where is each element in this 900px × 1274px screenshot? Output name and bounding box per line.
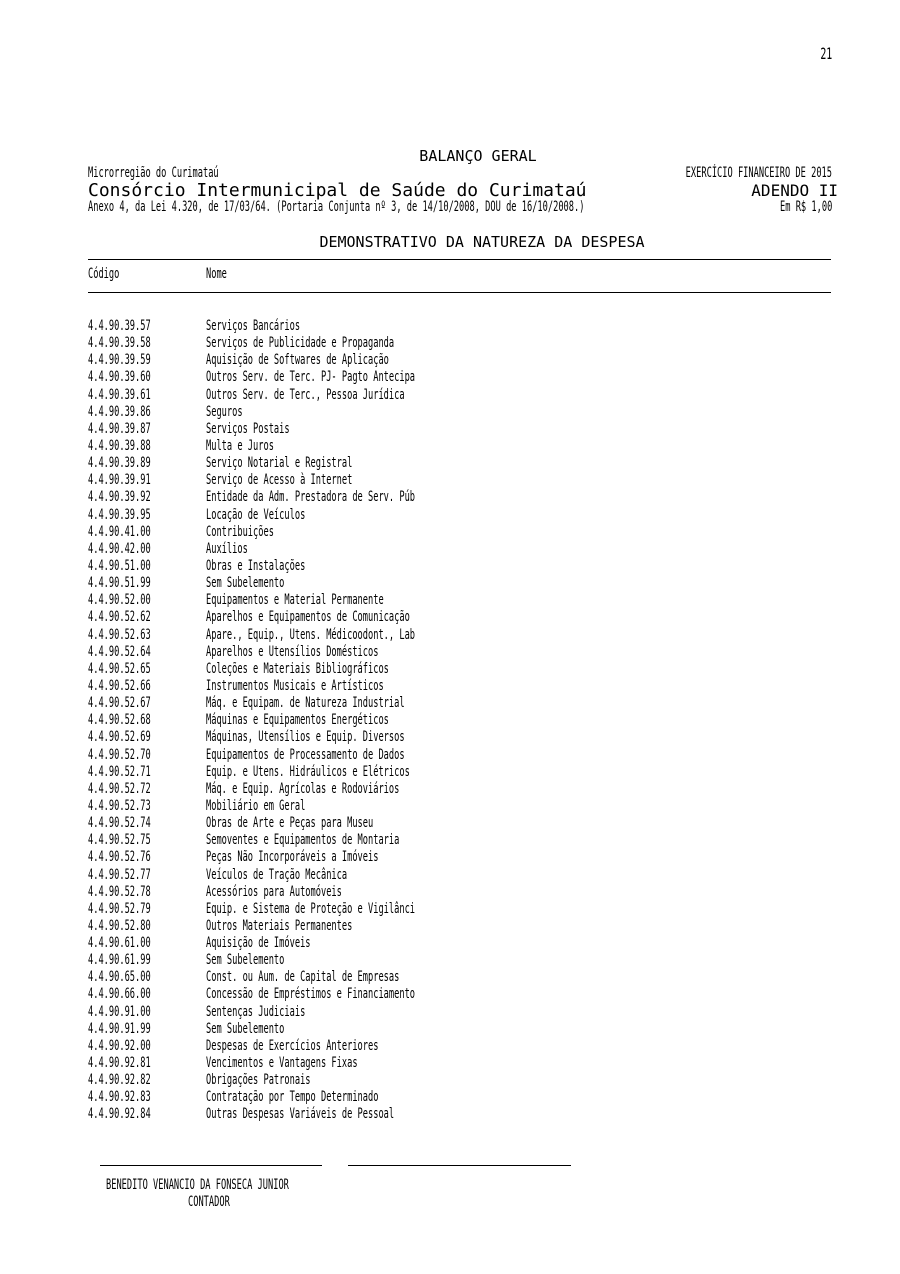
row-code xyxy=(88,421,189,437)
row-name-text: Obras de Arte e Peças para Museu xyxy=(206,815,374,832)
row-name xyxy=(206,318,358,334)
row-code xyxy=(88,592,189,608)
row-code-text: 4.4.90.92.81 xyxy=(88,1055,151,1072)
row-code-text: 4.4.90.52.70 xyxy=(88,746,151,763)
row-name-text: Equipamentos e Material Permanente xyxy=(206,592,384,609)
row-name xyxy=(206,729,526,745)
row-name-text: Sem Subelemento xyxy=(206,952,285,969)
row-code-text: 4.4.90.51.00 xyxy=(88,557,151,574)
table-row xyxy=(88,884,831,901)
row-code xyxy=(88,798,189,814)
table-row xyxy=(88,472,831,489)
row-name-text: Serviço Notarial e Registral xyxy=(206,455,353,472)
row-code xyxy=(88,952,189,968)
row-name xyxy=(206,404,265,420)
table-row xyxy=(88,849,831,866)
row-name xyxy=(206,421,341,437)
row-name xyxy=(206,935,375,951)
row-name xyxy=(206,969,518,985)
column-header-name xyxy=(206,266,240,282)
table-row xyxy=(88,1004,831,1021)
row-name xyxy=(206,712,501,728)
row-code-text: 4.4.90.52.65 xyxy=(88,660,151,677)
row-code-text: 4.4.90.52.78 xyxy=(88,883,151,900)
row-name-text: Máq. e Equip. Agrícolas e Rodoviários xyxy=(206,780,400,797)
row-code-text: 4.4.90.41.00 xyxy=(88,523,151,540)
row-name xyxy=(206,1021,332,1037)
table-row xyxy=(88,729,831,746)
table-row xyxy=(88,832,831,849)
row-name xyxy=(206,644,484,660)
row-name xyxy=(206,575,332,591)
signature-line-left xyxy=(100,1165,322,1166)
table-row xyxy=(88,352,831,369)
row-name xyxy=(206,524,316,540)
row-code-text: 4.4.90.39.86 xyxy=(88,403,151,420)
region-label xyxy=(88,165,299,181)
row-code xyxy=(88,558,189,574)
header-rule-top xyxy=(88,259,831,260)
table-row xyxy=(88,387,831,404)
row-code-text: 4.4.90.66.00 xyxy=(88,986,151,1003)
row-code-text: 4.4.90.39.91 xyxy=(88,472,151,489)
row-name-text: Despesas de Exercícios Anteriores xyxy=(206,1037,379,1054)
row-name xyxy=(206,1089,484,1105)
row-name-text: Equip. e Utens. Hidráulicos e Elétricos xyxy=(206,763,410,780)
row-name xyxy=(206,369,543,385)
row-name-text: Aparelhos e Utensílios Domésticos xyxy=(206,643,379,660)
row-code-text: 4.4.90.52.79 xyxy=(88,900,151,917)
row-name xyxy=(206,867,434,883)
table-row xyxy=(88,678,831,695)
row-code-text: 4.4.90.39.88 xyxy=(88,437,151,454)
row-name-text: Obrigações Patronais xyxy=(206,1072,311,1089)
page-number xyxy=(813,44,832,63)
row-name-text: Máquinas e Equipamentos Energéticos xyxy=(206,712,389,729)
table-row xyxy=(88,558,831,575)
row-code-text: 4.4.90.42.00 xyxy=(88,540,151,557)
row-code-text: 4.4.90.39.89 xyxy=(88,455,151,472)
region-text: Microrregião do Curimataú xyxy=(88,165,219,181)
row-name xyxy=(206,1055,450,1071)
row-name xyxy=(206,472,442,488)
row-name xyxy=(206,695,526,711)
row-name-text: Máq. e Equipam. de Natureza Industrial xyxy=(206,695,405,712)
table-row xyxy=(88,712,831,729)
row-code xyxy=(88,335,189,351)
table-row xyxy=(88,1089,831,1106)
table-row xyxy=(88,438,831,455)
table-row xyxy=(88,1021,831,1038)
row-code-text: 4.4.90.91.00 xyxy=(88,1003,151,1020)
row-code-text: 4.4.90.52.62 xyxy=(88,609,151,626)
row-name xyxy=(206,798,366,814)
row-code xyxy=(88,935,189,951)
row-code xyxy=(88,867,189,883)
row-name xyxy=(206,661,501,677)
row-name-text: Sem Subelemento xyxy=(206,1020,285,1037)
signature-line-right xyxy=(348,1165,571,1166)
row-name xyxy=(206,541,273,557)
row-name-text: Máquinas, Utensílios e Equip. Diversos xyxy=(206,729,405,746)
report-subtitle: DEMONSTRATIVO DA NATUREZA DA DESPESA xyxy=(319,233,645,251)
row-name-text: Multa e Juros xyxy=(206,437,274,454)
row-name-text: Auxílios xyxy=(206,540,248,557)
row-code xyxy=(88,352,189,368)
table-row xyxy=(88,1038,831,1055)
row-name-text: Acessórios para Automóveis xyxy=(206,883,342,900)
row-name xyxy=(206,627,543,643)
row-name-text: Serviços Bancários xyxy=(206,318,301,334)
row-code xyxy=(88,969,189,985)
row-code-text: 4.4.90.92.00 xyxy=(88,1037,151,1054)
row-name-text: Outros Materiais Permanentes xyxy=(206,917,353,934)
table-row xyxy=(88,524,831,541)
row-code-text: 4.4.90.52.75 xyxy=(88,832,151,849)
row-code-text: 4.4.90.52.74 xyxy=(88,815,151,832)
row-name xyxy=(206,489,543,505)
table-row xyxy=(88,695,831,712)
row-code-text: 4.4.90.61.99 xyxy=(88,952,151,969)
table-row xyxy=(88,952,831,969)
table-row xyxy=(88,969,831,986)
row-code-text: 4.4.90.39.95 xyxy=(88,506,151,523)
table-row xyxy=(88,901,831,918)
row-name-text: Peças Não Incorporáveis a Imóveis xyxy=(206,849,379,866)
row-name xyxy=(206,764,535,780)
row-code-text: 4.4.90.51.99 xyxy=(88,575,151,592)
row-name-text: Veículos de Tração Mecânica xyxy=(206,866,348,883)
row-name-text: Locação de Veículos xyxy=(206,506,306,523)
table-row xyxy=(88,918,831,935)
row-name xyxy=(206,592,493,608)
row-name-text: Vencimentos e Vantagens Fixas xyxy=(206,1055,358,1072)
row-code xyxy=(88,764,189,780)
row-code xyxy=(88,644,189,660)
table-row xyxy=(88,935,831,952)
row-code xyxy=(88,901,189,917)
row-code xyxy=(88,1089,189,1105)
row-code-text: 4.4.90.91.99 xyxy=(88,1020,151,1037)
row-name-text: Serviços Postais xyxy=(206,420,290,437)
row-code xyxy=(88,1106,189,1122)
row-name-text: Apare., Equip., Utens. Médicoodont., Lab xyxy=(206,626,416,643)
table-row xyxy=(88,781,831,798)
row-name-text: Entidade da Adm. Prestadora de Serv. Púb xyxy=(206,489,416,506)
currency-label xyxy=(748,199,832,215)
row-code-text: 4.4.90.65.00 xyxy=(88,969,151,986)
row-name-text: Aquisição de Imóveis xyxy=(206,935,311,952)
row-code xyxy=(88,747,189,763)
table-row xyxy=(88,335,831,352)
row-name-text: Coleções e Materiais Bibliográficos xyxy=(206,660,389,677)
table-row xyxy=(88,1072,831,1089)
row-code-text: 4.4.90.39.58 xyxy=(88,335,151,352)
table-row xyxy=(88,627,831,644)
table-row xyxy=(88,867,831,884)
row-code xyxy=(88,678,189,694)
row-code xyxy=(88,472,189,488)
row-name xyxy=(206,678,493,694)
row-code xyxy=(88,884,189,900)
signer-name-text: BENEDITO VENANCIO DA FONSECA JUNIOR xyxy=(106,1177,289,1193)
table-row xyxy=(88,764,831,781)
row-code-text: 4.4.90.52.71 xyxy=(88,763,151,780)
row-code-text: 4.4.90.52.73 xyxy=(88,797,151,814)
signer-role-text: CONTADOR xyxy=(188,1194,230,1210)
row-name-text: Const. ou Aum. de Capital de Empresas xyxy=(206,969,400,986)
row-name-text: Aparelhos e Equipamentos de Comunicação xyxy=(206,609,410,626)
row-code-text: 4.4.90.52.00 xyxy=(88,592,151,609)
row-code xyxy=(88,781,189,797)
legal-reference-text: Anexo 4, da Lei 4.320, de 17/03/64. (Portaria Conjunta nº 3, de 14/10/2008, DOU de 16/10/2008.) xyxy=(88,199,585,215)
row-code-text: 4.4.90.52.63 xyxy=(88,626,151,643)
row-name-text: Sentenças Judiciais xyxy=(206,1003,306,1020)
row-code xyxy=(88,1072,189,1088)
row-name-text: Obras e Instalações xyxy=(206,557,306,574)
row-name xyxy=(206,558,366,574)
table-row xyxy=(88,489,831,506)
row-code xyxy=(88,455,189,471)
row-name xyxy=(206,832,518,848)
row-name-text: Outras Despesas Variáveis de Pessoal xyxy=(206,1106,395,1123)
row-code xyxy=(88,695,189,711)
row-code xyxy=(88,918,189,934)
column-header-name-text: Nome xyxy=(206,266,227,282)
row-name xyxy=(206,884,425,900)
row-name xyxy=(206,952,332,968)
row-name-text: Instrumentos Musicais e Artísticos xyxy=(206,677,384,694)
row-code xyxy=(88,575,189,591)
row-name-text: Concessão de Empréstimos e Financiamento xyxy=(206,986,416,1003)
row-code-text: 4.4.90.92.84 xyxy=(88,1106,151,1123)
row-code xyxy=(88,1055,189,1071)
row-name xyxy=(206,781,518,797)
table-row xyxy=(88,986,831,1003)
row-code xyxy=(88,1021,189,1037)
row-code xyxy=(88,661,189,677)
row-code xyxy=(88,1004,189,1020)
row-name xyxy=(206,1072,375,1088)
row-code xyxy=(88,712,189,728)
row-code-text: 4.4.90.92.83 xyxy=(88,1089,151,1106)
row-name xyxy=(206,815,476,831)
row-name-text: Aquisição de Softwares de Aplicação xyxy=(206,352,389,369)
row-code-text: 4.4.90.52.80 xyxy=(88,917,151,934)
table-row xyxy=(88,661,831,678)
row-code-text: 4.4.90.52.67 xyxy=(88,695,151,712)
table-row xyxy=(88,318,831,335)
row-name-text: Seguros xyxy=(206,403,243,420)
row-name-text: Contribuições xyxy=(206,523,274,540)
row-name xyxy=(206,849,484,865)
table-row xyxy=(88,592,831,609)
row-name xyxy=(206,747,526,763)
row-code-text: 4.4.90.52.77 xyxy=(88,866,151,883)
row-code-text: 4.4.90.39.87 xyxy=(88,420,151,437)
row-name xyxy=(206,1004,366,1020)
row-name xyxy=(206,455,442,471)
row-name xyxy=(206,1106,509,1122)
page-number-text: 21 xyxy=(820,44,832,63)
row-name-text: Equip. e Sistema de Proteção e Vigilânci xyxy=(206,900,416,917)
row-name-text: Outros Serv. de Terc. PJ- Pagto Antecipa xyxy=(206,369,416,386)
table-row xyxy=(88,798,831,815)
row-code xyxy=(88,986,189,1002)
row-name xyxy=(206,438,316,454)
row-code-text: 4.4.90.61.00 xyxy=(88,935,151,952)
row-code xyxy=(88,369,189,385)
row-code-text: 4.4.90.52.76 xyxy=(88,849,151,866)
row-code xyxy=(88,318,189,334)
row-code-text: 4.4.90.39.60 xyxy=(88,369,151,386)
expense-table xyxy=(88,318,831,1124)
fiscal-year-label xyxy=(596,165,832,181)
addendum-label: ADENDO II xyxy=(751,181,838,200)
row-code xyxy=(88,438,189,454)
row-code xyxy=(88,815,189,831)
row-code xyxy=(88,729,189,745)
row-code-text: 4.4.90.52.72 xyxy=(88,780,151,797)
row-code-text: 4.4.90.52.66 xyxy=(88,677,151,694)
row-name-text: Equipamentos de Processamento de Dados xyxy=(206,746,405,763)
row-code xyxy=(88,609,189,625)
row-code-text: 4.4.90.39.92 xyxy=(88,489,151,506)
row-name xyxy=(206,901,543,917)
table-row xyxy=(88,507,831,524)
table-row xyxy=(88,1055,831,1072)
table-row xyxy=(88,815,831,832)
row-name-text: Serviço de Acesso à Internet xyxy=(206,472,353,489)
row-code xyxy=(88,404,189,420)
row-code-text: 4.4.90.52.69 xyxy=(88,729,151,746)
table-row xyxy=(88,404,831,421)
row-name-text: Mobiliário em Geral xyxy=(206,797,306,814)
entity-name: Consórcio Intermunicipal de Saúde do Curimataú xyxy=(88,180,587,201)
row-name xyxy=(206,335,509,351)
table-row xyxy=(88,421,831,438)
table-row xyxy=(88,575,831,592)
row-code-text: 4.4.90.39.61 xyxy=(88,386,151,403)
row-name-text: Outros Serv. de Terc., Pessoa Jurídica xyxy=(206,386,405,403)
table-row xyxy=(88,747,831,764)
row-code xyxy=(88,541,189,557)
row-name-text: Serviços de Publicidade e Propaganda xyxy=(206,335,395,352)
row-name-text: Semoventes e Equipamentos de Montaria xyxy=(206,832,400,849)
row-name xyxy=(206,387,526,403)
fiscal-year-text: EXERCÍCIO FINANCEIRO DE 2015 xyxy=(685,165,832,181)
table-row xyxy=(88,541,831,558)
row-code-text: 4.4.90.52.64 xyxy=(88,643,151,660)
column-header-code xyxy=(88,266,139,282)
row-name xyxy=(206,609,535,625)
signer-role xyxy=(188,1194,255,1210)
table-row xyxy=(88,609,831,626)
table-row xyxy=(88,644,831,661)
table-row xyxy=(88,1106,831,1123)
row-code xyxy=(88,387,189,403)
row-code xyxy=(88,627,189,643)
report-title: BALANÇO GERAL xyxy=(419,147,537,165)
signer-name xyxy=(106,1177,401,1193)
row-name-text: Sem Subelemento xyxy=(206,575,285,592)
row-name xyxy=(206,918,442,934)
table-row xyxy=(88,455,831,472)
currency-text: Em R$ 1,00 xyxy=(779,199,832,215)
row-code-text: 4.4.90.92.82 xyxy=(88,1072,151,1089)
column-header-code-text: Código xyxy=(88,266,120,282)
row-code-text: 4.4.90.39.59 xyxy=(88,352,151,369)
row-code xyxy=(88,849,189,865)
row-code xyxy=(88,832,189,848)
row-name xyxy=(206,352,501,368)
row-code xyxy=(88,489,189,505)
row-code-text: 4.4.90.52.68 xyxy=(88,712,151,729)
row-code xyxy=(88,507,189,523)
row-name-text: Contratação por Tempo Determinado xyxy=(206,1089,379,1106)
table-row xyxy=(88,369,831,386)
row-name xyxy=(206,1038,484,1054)
row-code xyxy=(88,1038,189,1054)
header-rule-bottom xyxy=(88,292,831,293)
row-name xyxy=(206,507,366,523)
row-name xyxy=(206,986,543,1002)
row-code xyxy=(88,524,189,540)
row-code-text: 4.4.90.39.57 xyxy=(88,318,151,334)
